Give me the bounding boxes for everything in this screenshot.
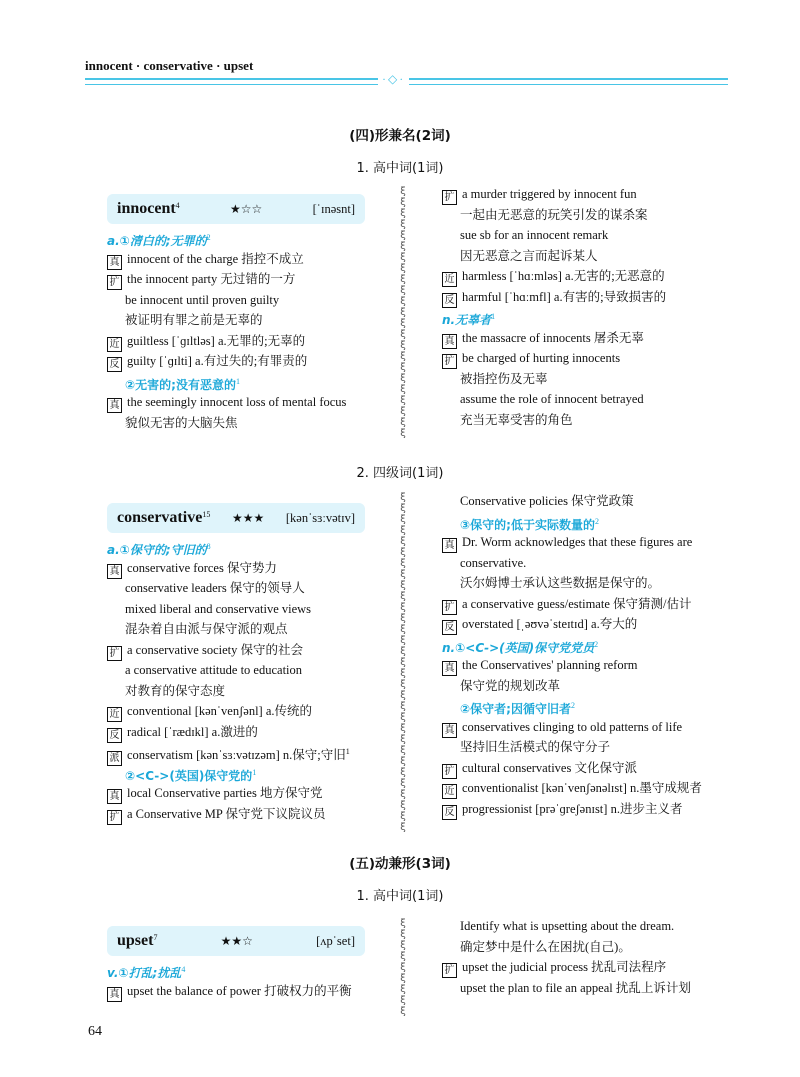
example-text: Identify what is upsetting about the dream. xyxy=(460,919,675,933)
example-text: innocent of the charge 指控不成立 xyxy=(127,251,304,266)
example-text: the massacre of innocents 屠杀无辜 xyxy=(462,330,644,345)
example-line xyxy=(442,348,742,369)
tag-icon: 扩 xyxy=(442,354,457,369)
sense-line xyxy=(442,696,742,717)
column-divider: ξ ξ ξ ξ ξ ξ ξ ξ ξ xyxy=(400,918,406,1017)
sense-label: a.①清白的;无罪的 xyxy=(107,234,207,249)
page-number: 64 xyxy=(88,1024,102,1039)
example-text: 被指控伤及无辜 xyxy=(460,371,548,386)
example-line xyxy=(442,287,742,308)
entry-conservative-left xyxy=(107,503,397,824)
example-line xyxy=(107,742,397,763)
tag-icon: 反 xyxy=(107,728,122,743)
example-text: 确定梦中是什么在困扰(自己)。 xyxy=(460,939,631,954)
example-text: conservative leaders 保守的领导人 xyxy=(125,581,305,595)
example-text: overstated [ˌəʊvəˈsteɪtɪd] a.夸大的 xyxy=(462,617,638,631)
example-text: conventional [kənˈvenʃənl] a.传统的 xyxy=(127,704,313,718)
frequency-count: 1 xyxy=(235,376,240,386)
example-line xyxy=(107,290,397,311)
example-line xyxy=(442,389,742,410)
tag-icon: 扩 xyxy=(107,275,122,290)
example-text: 沃尔姆博士承认这些数据是保守的。 xyxy=(460,576,661,590)
example-text: 坚持旧生活模式的保守分子 xyxy=(460,740,611,754)
entry-innocent-left xyxy=(107,194,397,433)
frequency-count: 2 xyxy=(206,233,211,242)
example-text: the seemingly innocent loss of mental focus xyxy=(127,395,347,409)
headword-group xyxy=(117,509,210,527)
subsection-heading: 1. 高中词(1词) xyxy=(356,889,444,904)
example-line xyxy=(442,614,742,635)
example-text: Dr. Worm acknowledges that these figures are xyxy=(462,535,693,549)
entry-upset-left xyxy=(107,926,397,1001)
example-text: the innocent party 无过错的一方 xyxy=(127,272,296,286)
tag-icon: 扩 xyxy=(442,190,457,205)
example-line xyxy=(442,553,742,574)
example-line xyxy=(107,310,397,331)
example-text: assume the role of innocent betrayed xyxy=(460,392,644,406)
example-text: a conservative guess/estimate 保守猜测/估计 xyxy=(462,596,692,611)
example-line xyxy=(107,599,397,620)
example-line xyxy=(442,532,742,553)
example-line xyxy=(107,619,397,640)
tag-icon: 近 xyxy=(442,784,457,799)
tag-icon: 扩 xyxy=(107,646,122,661)
phonetic: [ˈɪnəsnt] xyxy=(312,201,355,216)
tag-icon: 真 xyxy=(442,723,457,738)
frequency-count: 2 xyxy=(594,516,599,526)
example-line xyxy=(107,392,397,413)
sense-label: ②保守者;因循守旧者 xyxy=(460,702,571,717)
tag-icon: 反 xyxy=(442,293,457,308)
headword: upset xyxy=(117,932,154,949)
star-rating: ★☆☆ xyxy=(230,202,263,216)
frequency-count: 15 xyxy=(202,509,211,519)
headword-box xyxy=(107,503,365,533)
sense-label: ③保守的;低于实际数量的 xyxy=(460,517,595,532)
frequency-count: 1 xyxy=(491,312,496,321)
tag-icon: 反 xyxy=(442,620,457,635)
example-line xyxy=(107,701,397,722)
example-text: conservative forces 保守势力 xyxy=(127,560,277,575)
example-text: progressionist [prəˈɡreʃənɪst] n.进步主义者 xyxy=(462,801,683,816)
entry-conservative-right xyxy=(442,491,742,819)
column-divider: ξ ξ ξ ξ ξ ξ ξ ξ ξ ξ ξ ξ ξ ξ ξ ξ ξ ξ ξ ξ ξ ξ ξ xyxy=(400,186,406,439)
tag-icon: 近 xyxy=(107,337,122,352)
example-line xyxy=(107,722,397,743)
example-line xyxy=(442,491,742,512)
tag-icon: 近 xyxy=(442,272,457,287)
example-text: be innocent until proven guilty xyxy=(125,292,280,307)
frequency-count: 2 xyxy=(594,639,599,649)
example-line xyxy=(107,249,397,270)
example-text: mixed liberal and conservative views xyxy=(125,601,312,616)
tag-icon: 真 xyxy=(442,661,457,676)
entry-innocent-right xyxy=(442,184,742,430)
frequency-count: 8 xyxy=(206,542,211,551)
headword-box xyxy=(107,194,365,224)
phonetic: [kənˈsɜːvətɪv] xyxy=(285,510,355,525)
tag-icon: 真 xyxy=(107,789,122,804)
example-text: guiltless [ˈɡɪltləs] a.无罪的;无辜的 xyxy=(127,333,306,348)
sense-line xyxy=(442,635,742,656)
sense-line xyxy=(107,372,397,393)
example-text: conservatism [kənˈsɜːvətɪzəm] n.保守;守旧 xyxy=(127,748,346,763)
example-line xyxy=(442,655,742,676)
example-line xyxy=(107,269,397,290)
star-rating: ★★☆ xyxy=(220,934,253,948)
example-text: 混杂着自由派与保守派的观点 xyxy=(125,622,288,636)
example-line xyxy=(442,594,742,615)
example-line xyxy=(107,413,397,434)
tag-icon: 扩 xyxy=(442,963,457,978)
frequency-count: 4 xyxy=(175,200,180,210)
example-line xyxy=(107,640,397,661)
tag-icon: 真 xyxy=(107,398,122,413)
sense-line xyxy=(442,512,742,533)
example-line xyxy=(107,331,397,352)
sense-label: n.①<C->(英国)保守党党员 xyxy=(442,640,595,655)
column-divider: ξ ξ ξ ξ ξ ξ ξ ξ ξ ξ ξ ξ ξ ξ ξ ξ ξ ξ ξ ξ ξ ξ ξ ξ ξ ξ ξ ξ ξ ξ ξ xyxy=(400,492,406,833)
example-text: conservative. xyxy=(460,555,527,570)
example-line xyxy=(442,758,742,779)
example-line xyxy=(442,266,742,287)
headword-group xyxy=(117,932,157,950)
headword: conservative xyxy=(117,509,203,526)
phonetic: [ʌpˈset] xyxy=(316,933,355,948)
tag-icon: 真 xyxy=(107,255,122,270)
headword-box xyxy=(107,926,365,956)
example-text: 一起由无恶意的玩笑引发的谋杀案 xyxy=(460,207,648,222)
frequency-count: 7 xyxy=(153,932,158,942)
example-text: conventionalist [kənˈvenʃənəlɪst] n.墨守成规者 xyxy=(462,781,702,795)
example-line xyxy=(107,804,397,825)
example-text: harmful [ˈhɑːmfl] a.有害的;导致损害的 xyxy=(462,289,667,304)
example-text: a conservative attitude to education xyxy=(125,663,303,677)
sense-label: ②无害的;没有恶意的 xyxy=(125,377,236,392)
example-text: a conservative society 保守的社会 xyxy=(127,642,303,657)
example-text: the Conservatives' planning reform xyxy=(462,658,638,672)
example-text: harmless [ˈhɑːmləs] a.无害的;无恶意的 xyxy=(462,269,665,283)
tag-icon: 反 xyxy=(107,357,122,372)
frequency-count: 2 xyxy=(570,701,575,710)
section-heading-4: (四)形兼名(2词) xyxy=(349,128,451,144)
tag-icon: 真 xyxy=(442,538,457,553)
frequency-count: 1 xyxy=(252,767,257,777)
example-line xyxy=(107,578,397,599)
example-line xyxy=(442,205,742,226)
example-line xyxy=(442,225,742,246)
example-text: a murder triggered by innocent fun xyxy=(462,187,637,201)
example-text: 对教育的保守态度 xyxy=(125,683,226,698)
example-line xyxy=(442,410,742,431)
frequency-count: 4 xyxy=(181,965,186,974)
example-text: conservatives clinging to old patterns of life xyxy=(462,719,683,734)
entry-upset-right xyxy=(442,916,742,998)
example-text: radical [ˈrædɪkl] a.激进的 xyxy=(127,724,258,739)
example-text: a Conservative MP 保守党下议院议员 xyxy=(127,806,326,821)
subsection-heading: 2. 四级词(1词) xyxy=(356,466,444,481)
example-line xyxy=(442,799,742,820)
example-text: upset the plan to file an appeal 扰乱上诉计划 xyxy=(460,980,691,995)
example-text: guilty [ˈɡɪlti] a.有过失的;有罪责的 xyxy=(127,354,308,368)
example-line xyxy=(442,978,742,999)
header-ornament: ·◇· xyxy=(378,72,409,87)
example-line xyxy=(442,369,742,390)
tag-icon: 近 xyxy=(107,707,122,722)
sense-label: n.无辜者 xyxy=(442,313,492,328)
example-line xyxy=(442,573,742,594)
tag-icon: 真 xyxy=(107,564,122,579)
example-line xyxy=(442,957,742,978)
example-text: cultural conservatives 文化保守派 xyxy=(462,760,637,775)
example-text: upset the judicial process 扰乱司法程序 xyxy=(462,960,667,974)
example-text: 充当无辜受害的角色 xyxy=(460,412,573,427)
example-text: 貌似无害的大脑失焦 xyxy=(125,415,238,430)
example-text: 保守党的规划改革 xyxy=(460,678,561,693)
example-text: 被证明有罪之前是无辜的 xyxy=(125,313,263,327)
example-line xyxy=(442,246,742,267)
star-rating: ★★★ xyxy=(231,511,265,525)
section-heading-5: (五)动兼形(3词) xyxy=(349,856,451,872)
sense-label: a.①保守的;守旧的 xyxy=(107,543,207,558)
tag-icon: 反 xyxy=(442,805,457,820)
example-line xyxy=(442,737,742,758)
example-line xyxy=(107,783,397,804)
example-text: be charged of hurting innocents xyxy=(462,351,621,365)
sense-line xyxy=(107,228,397,249)
example-line xyxy=(107,981,397,1002)
tag-icon: 扩 xyxy=(442,764,457,779)
sense-line xyxy=(107,537,397,558)
example-text: sue sb for an innocent remark xyxy=(460,228,609,242)
tag-icon: 扩 xyxy=(442,600,457,615)
sense-line xyxy=(107,960,397,981)
example-line xyxy=(442,184,742,205)
tag-icon: 真 xyxy=(107,987,122,1002)
tag-icon: 扩 xyxy=(107,810,122,825)
example-line xyxy=(442,916,742,937)
subsection-heading: 1. 高中词(1词) xyxy=(356,161,444,176)
tag-icon: 真 xyxy=(442,334,457,349)
example-text: local Conservative parties 地方保守党 xyxy=(127,786,323,800)
sense-line xyxy=(107,763,397,784)
example-line xyxy=(107,558,397,579)
headword-group xyxy=(117,200,180,218)
example-text: 因无恶意之言而起诉某人 xyxy=(460,248,598,263)
example-line xyxy=(107,660,397,681)
sense-label: v.①打乱;扰乱 xyxy=(107,966,182,981)
example-line xyxy=(442,937,742,958)
example-text: Conservative policies 保守党政策 xyxy=(460,494,634,508)
headword: innocent xyxy=(117,200,176,217)
example-line xyxy=(442,328,742,349)
sense-label: ②<C->(英国)保守党的 xyxy=(125,768,253,783)
example-line xyxy=(442,717,742,738)
example-text: upset the balance of power 打破权力的平衡 xyxy=(127,983,352,998)
running-header: innocent · conservative · upset xyxy=(85,58,254,73)
example-line xyxy=(107,351,397,372)
sense-line xyxy=(442,307,742,328)
example-line xyxy=(107,681,397,702)
example-line xyxy=(442,778,742,799)
frequency-count: 1 xyxy=(345,747,350,756)
example-line xyxy=(442,676,742,697)
tag-icon: 派 xyxy=(107,751,122,766)
